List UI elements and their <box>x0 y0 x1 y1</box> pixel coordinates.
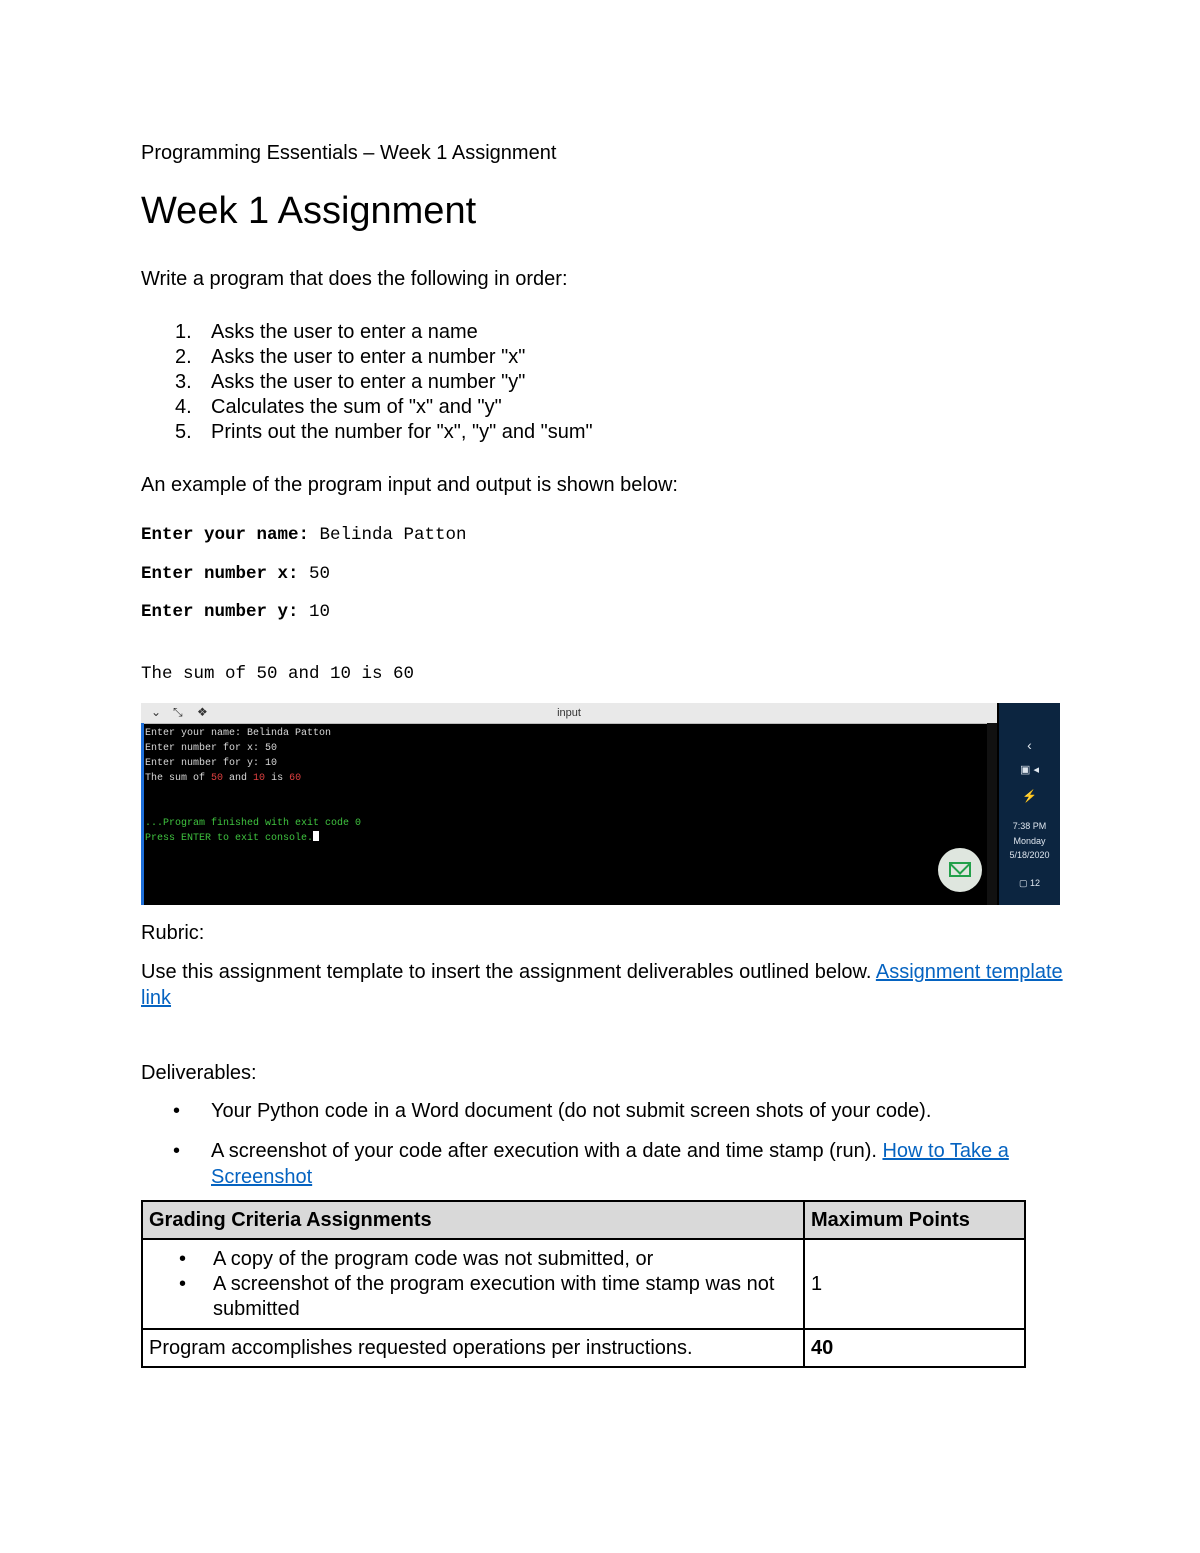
x-prompt: Enter number x: <box>141 564 299 584</box>
template-paragraph <box>141 959 1066 1011</box>
notification-count: 12 <box>1030 878 1041 888</box>
table-cell <box>142 1239 804 1329</box>
console-scrollbar[interactable] <box>987 723 997 905</box>
taskbar <box>999 703 1060 905</box>
console-number: 60 <box>289 773 302 784</box>
console-line: Enter number for y: 10 <box>145 758 278 769</box>
console-number: 10 <box>253 773 266 784</box>
example-y-line <box>141 602 330 622</box>
console-number: 50 <box>211 773 224 784</box>
grading-table <box>141 1200 1026 1368</box>
name-prompt: Enter your name: <box>141 525 310 545</box>
bullet-icon: • <box>173 1140 181 1162</box>
deliverable-text: A screenshot of your code after execution with a date and time stamp (run). <box>211 1140 883 1162</box>
console-line: ...Program finished with exit code 0 <box>145 818 362 829</box>
example-result-line: The sum of 50 and 10 is 60 <box>141 664 415 684</box>
example-name-line <box>141 525 467 545</box>
network-icon[interactable]: ▣ ◂ <box>1020 764 1039 776</box>
table-row <box>142 1329 1025 1367</box>
taskbar-time: 7:38 PM <box>1012 821 1047 831</box>
assignment-template-link[interactable]: Assignment template link <box>141 961 1063 1009</box>
console-line <box>145 771 361 786</box>
list-item-text: Asks the user to enter a number "y" <box>211 371 526 393</box>
criteria-cell: Program accomplishes requested operations per instructions. <box>142 1329 804 1367</box>
list-number: 5. <box>175 421 192 443</box>
console-text: is <box>265 773 290 784</box>
message-button[interactable] <box>938 848 982 892</box>
list-item <box>143 1272 803 1322</box>
points-cell: 40 <box>804 1329 1025 1367</box>
bullet-icon: • <box>179 1247 187 1270</box>
console-output <box>145 726 361 846</box>
list-number: 2. <box>175 346 192 368</box>
bullet-icon: • <box>179 1272 187 1295</box>
criteria-text: A copy of the program code was not submitted, or <box>213 1247 654 1270</box>
console-cursor <box>313 831 319 841</box>
page-title: Week 1 Assignment <box>141 190 477 232</box>
criteria-text: A screenshot of the program execution with time stamp was not submitted <box>213 1272 775 1320</box>
chevron-left-icon[interactable]: ‹ <box>1027 737 1032 753</box>
list-item-text: Calculates the sum of "x" and "y" <box>211 396 502 418</box>
document-header: Programming Essentials – Week 1 Assignment <box>141 142 557 164</box>
list-item <box>141 320 593 345</box>
rubric-label: Rubric: <box>141 922 205 944</box>
taskbar-date: 5/18/2020 <box>1009 850 1050 860</box>
list-item <box>141 395 593 420</box>
column-header: Grading Criteria Assignments <box>142 1201 804 1239</box>
console-screenshot <box>141 703 1060 905</box>
list-item <box>141 420 593 445</box>
deliverables-label: Deliverables: <box>141 1062 257 1084</box>
console-line <box>145 831 361 846</box>
chevron-down-icon: ⌄ <box>151 705 162 719</box>
example-x-line <box>141 564 330 584</box>
name-value: Belinda Patton <box>309 525 467 545</box>
table-header-row <box>142 1201 1025 1239</box>
notification-icon[interactable]: ▢ 12 <box>1018 878 1041 888</box>
example-intro: An example of the program input and output is shown below: <box>141 474 678 496</box>
taskbar-day: Monday <box>1013 836 1046 846</box>
list-item <box>173 1138 1071 1190</box>
template-text: Use this assignment template to insert the assignment deliverables outlined below. <box>141 961 876 983</box>
y-prompt: Enter number y: <box>141 602 299 622</box>
list-item-text: Asks the user to enter a name <box>211 321 478 343</box>
console-line: Enter number for x: 50 <box>145 743 278 754</box>
list-number: 1. <box>175 321 192 343</box>
x-value: 50 <box>298 564 331 584</box>
list-item-text: Prints out the number for "x", "y" and "sum" <box>211 421 593 443</box>
points-cell: 1 <box>804 1239 1025 1329</box>
list-number: 4. <box>175 396 192 418</box>
power-icon[interactable]: ⚡ <box>1022 789 1037 803</box>
console-text: The sum of <box>145 773 212 784</box>
list-item-text: Asks the user to enter a number "x" <box>211 346 526 368</box>
console-line: Enter your name: Belinda Patton <box>145 728 332 739</box>
list-number: 3. <box>175 371 192 393</box>
y-value: 10 <box>298 602 331 622</box>
screenshot-howto-link[interactable]: How to Take a Screenshot <box>211 1140 1009 1188</box>
console-text: and <box>223 773 254 784</box>
console-toolbar <box>141 703 997 724</box>
table-row <box>142 1239 1025 1329</box>
list-item <box>173 1098 1071 1124</box>
expand-icon: ⤡ <box>173 705 183 719</box>
steps-list <box>141 320 593 445</box>
bullet-icon: • <box>173 1100 181 1122</box>
list-item <box>141 370 593 395</box>
mail-icon <box>949 862 971 877</box>
console-title: input <box>557 707 581 719</box>
deliverable-text: Your Python code in a Word document (do not submit screen shots of your code). <box>211 1100 932 1122</box>
column-header: Maximum Points <box>804 1201 1025 1239</box>
window-edge <box>141 723 144 905</box>
clear-icon: ❖ <box>197 705 208 719</box>
list-item <box>141 345 593 370</box>
list-item <box>143 1247 803 1272</box>
console-text: Press ENTER to exit console. <box>145 833 314 844</box>
criteria-list <box>143 1247 803 1322</box>
intro-text: Write a program that does the following in order: <box>141 268 568 290</box>
